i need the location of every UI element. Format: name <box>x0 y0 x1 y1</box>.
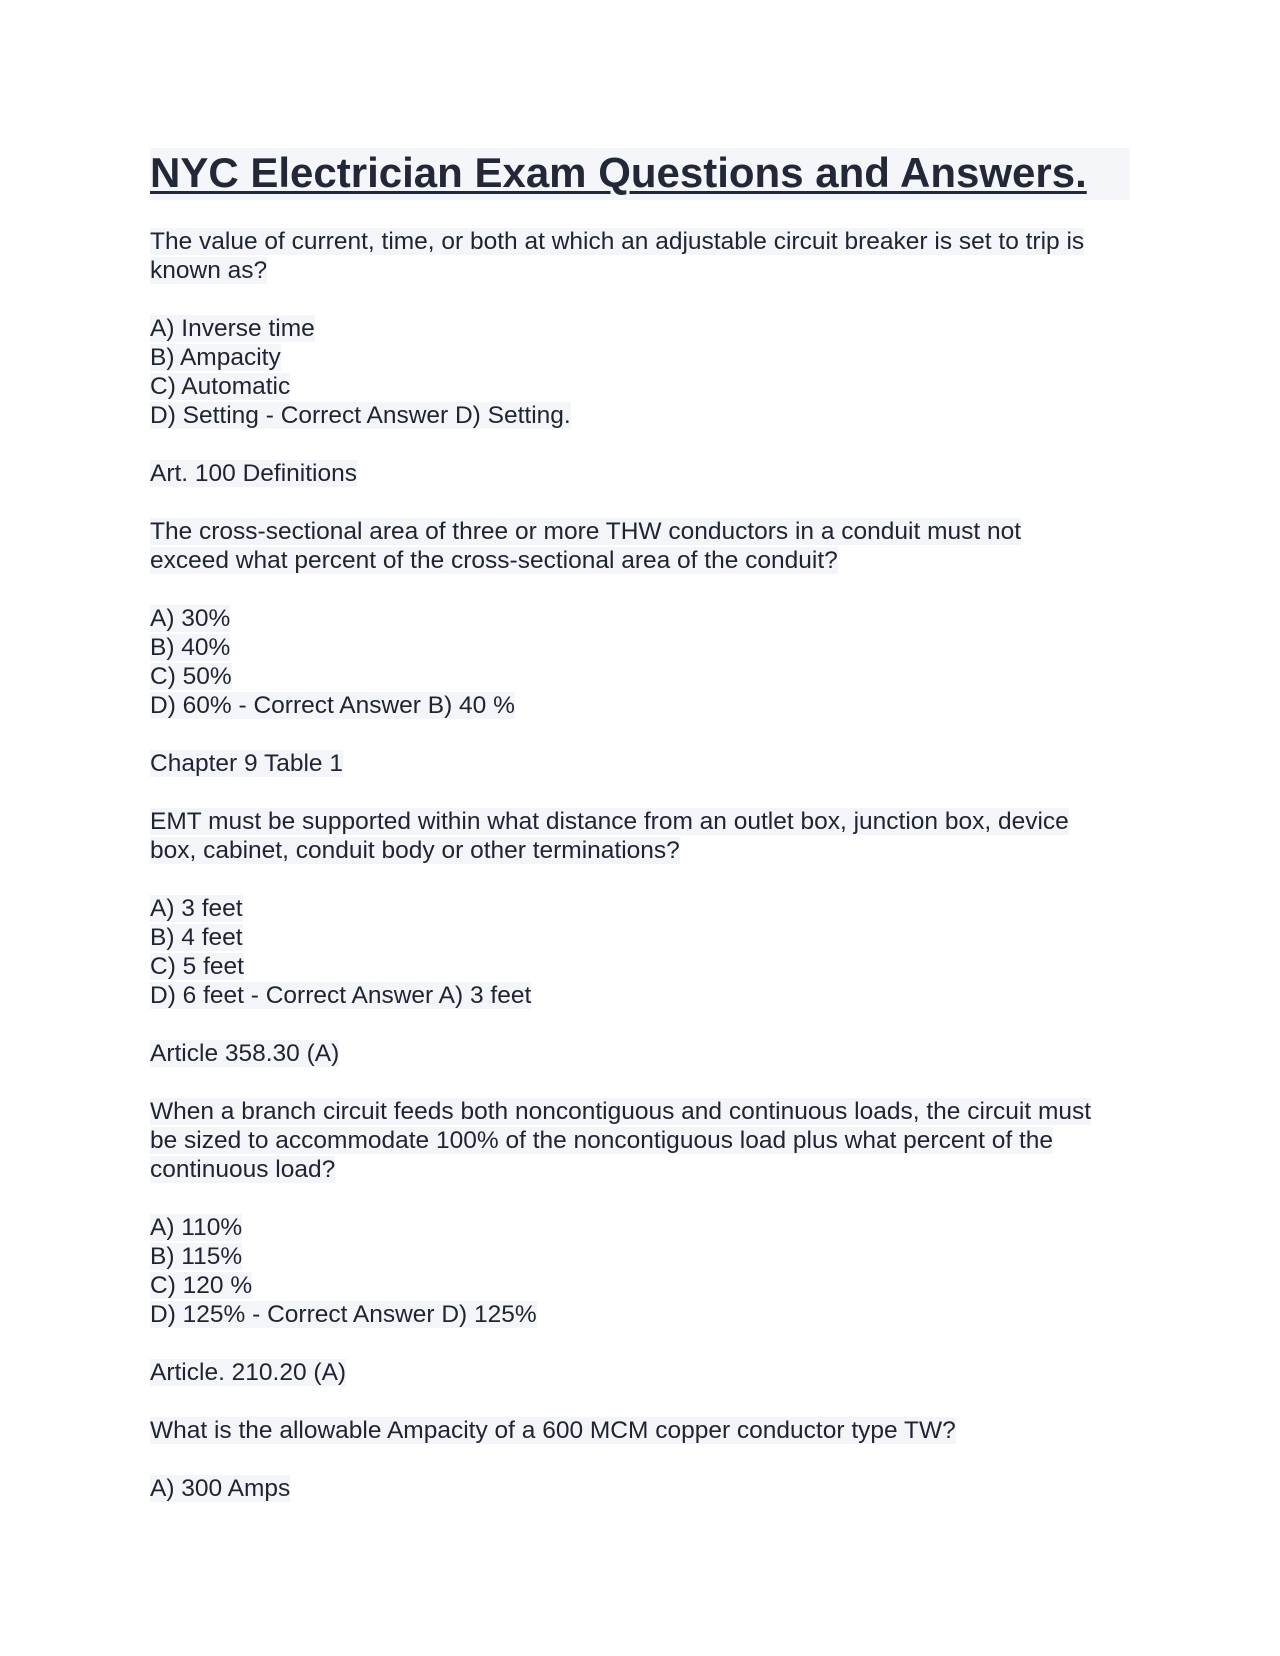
question-line: known as? <box>150 257 268 284</box>
option-c: C) Automatic <box>150 373 291 400</box>
reference-text: Article. 210.20 (A) <box>150 1359 347 1386</box>
document-page <box>150 148 1130 1532</box>
code-reference <box>150 1358 1130 1387</box>
option-b: B) Ampacity <box>150 344 281 371</box>
option-d-with-answer: D) 6 feet - Correct Answer A) 3 feet <box>150 982 532 1009</box>
question-line: What is the allowable Ampacity of a 600 MCM copper conductor type TW? <box>150 1417 956 1444</box>
answer-options <box>150 894 1130 1010</box>
question-line: box, cabinet, conduit body or other terminations? <box>150 837 680 864</box>
answer-options <box>150 1213 1130 1329</box>
question-text <box>150 1097 1130 1184</box>
option-d-with-answer: D) Setting - Correct Answer D) Setting. <box>150 402 571 429</box>
question-line: be sized to accommodate 100% of the noncontiguous load plus what percent of the <box>150 1127 1054 1154</box>
code-reference <box>150 749 1130 778</box>
reference-text: Art. 100 Definitions <box>150 460 357 487</box>
option-d-with-answer: D) 125% - Correct Answer D) 125% <box>150 1301 537 1328</box>
question-text <box>150 227 1130 285</box>
question-line: The cross-sectional area of three or more THW conductors in a conduit must not <box>150 518 1022 545</box>
option-b: B) 40% <box>150 634 231 661</box>
code-reference <box>150 459 1130 488</box>
answer-options <box>150 1474 1130 1503</box>
reference-text: Article 358.30 (A) <box>150 1040 340 1067</box>
code-reference <box>150 1039 1130 1068</box>
question-line: The value of current, time, or both at which an adjustable circuit breaker is set to trip is <box>150 228 1085 255</box>
question-text <box>150 807 1130 865</box>
option-c: C) 50% <box>150 663 232 690</box>
option-a: A) 300 Amps <box>150 1475 291 1502</box>
reference-text: Chapter 9 Table 1 <box>150 750 343 777</box>
answer-options <box>150 314 1130 430</box>
question-text <box>150 1416 1130 1445</box>
question-line: exceed what percent of the cross-sectional area of the conduit? <box>150 547 838 574</box>
answer-options <box>150 604 1130 720</box>
question-line: continuous load? <box>150 1156 336 1183</box>
option-c: C) 5 feet <box>150 953 244 980</box>
document-title: NYC Electrician Exam Questions and Answers. <box>150 148 1130 200</box>
option-a: A) 110% <box>150 1214 243 1241</box>
question-line: EMT must be supported within what distance from an outlet box, junction box, device <box>150 808 1069 835</box>
option-a: A) 30% <box>150 605 231 632</box>
question-text <box>150 517 1130 575</box>
option-d-with-answer: D) 60% - Correct Answer B) 40 % <box>150 692 515 719</box>
option-a: A) Inverse time <box>150 315 315 342</box>
question-line: When a branch circuit feeds both noncontiguous and continuous loads, the circuit must <box>150 1098 1092 1125</box>
option-b: B) 4 feet <box>150 924 243 951</box>
option-c: C) 120 % <box>150 1272 253 1299</box>
option-b: B) 115% <box>150 1243 243 1270</box>
option-a: A) 3 feet <box>150 895 243 922</box>
